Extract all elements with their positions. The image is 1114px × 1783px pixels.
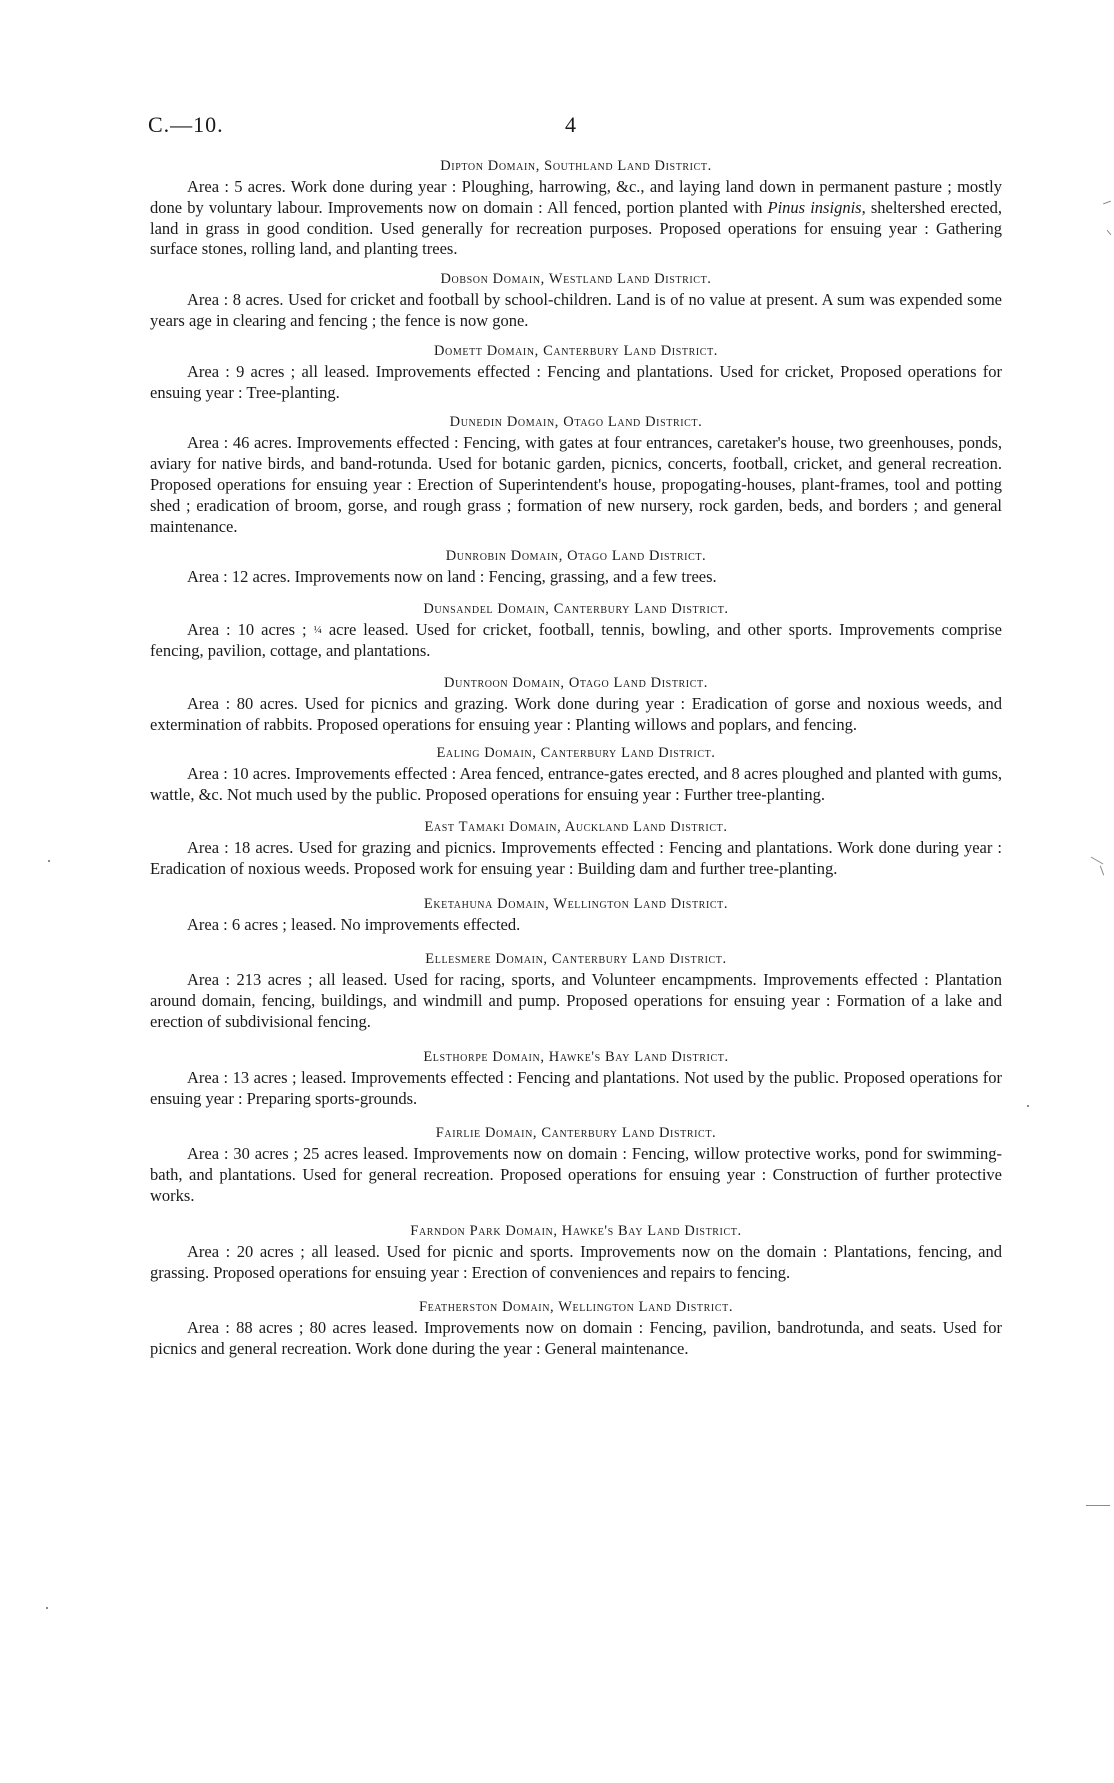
entry-text-part: , sheltershed erected, land in grass in good condition. Used generally for recreation purposes. Proposed operations for ensuing year : Gathering surface stones, rolling land, and planting trees. — [150, 197, 1002, 259]
entry-text: Area : 88 acres ; 80 acres leased. Improvements now on domain : Fencing, pavilion, bandrotunda, and seats. Used for picnics and general recreation. Work done during the year : General maintenance. — [150, 1318, 1002, 1359]
entry-title: East Tamaki Domain, Auckland Land District. — [424, 818, 728, 835]
entry-title: Fairlie Domain, Canterbury Land District. — [435, 1125, 717, 1142]
entry-text: Area : 6 acres ; leased. No improvements effected. — [187, 914, 521, 934]
entry-text: Area : 213 acres ; all leased. Used for racing, sports, and Volunteer encampments. Improvements effected : Plantation around domain, fencing, buildings, and windmill and pump. Proposed operations for ensuing year : Formation of a lake and erection of subdivisional fencing. — [150, 970, 1002, 1031]
entry-text — [150, 620, 1002, 662]
entry-title: Ellesmere Domain, Canterbury Land District. — [425, 951, 727, 968]
entry-title: Farndon Park Domain, Hawke's Bay Land District. — [410, 1222, 742, 1239]
entry-text-italic: Pinus insignis — [767, 197, 862, 217]
entry-text — [150, 177, 1002, 260]
scan-mark — [46, 1607, 48, 1609]
entry-title: Duntroon Domain, Otago Land District. — [444, 674, 708, 691]
entry-title: Dunedin Domain, Otago Land District. — [449, 414, 703, 431]
entry-text: Area : 10 acres. Improvements effected : Area fenced, entrance-gates erected, and 8 acres ploughed and planted with gums, wattle, &c. Not much used by the public. Proposed operations for ensuing year : Further tree-planting. — [150, 764, 1002, 805]
entry-title: Dunsandel Domain, Canterbury Land District. — [423, 601, 729, 618]
entry-featherston-domain — [150, 1297, 1002, 1360]
entry-dunrobin-domain — [150, 546, 1002, 588]
entry-text: Area : 18 acres. Used for grazing and picnics. Improvements effected : Fencing and plantations. Work done during year : Eradication of noxious weeds. Proposed work for ensuing year : Building dam and further tree-planting. — [150, 837, 1002, 878]
entry-text: Area : 9 acres ; all leased. Improvements effected : Fencing and plantations. Used for cricket, Proposed operations for ensuing year : Tree-planting. — [150, 361, 1002, 402]
entry-title: Ealing Domain, Canterbury Land District. — [436, 745, 716, 762]
entry-east-tamaki-domain — [150, 817, 1002, 880]
page-header — [148, 112, 1000, 142]
entry-title: Eketahuna Domain, Wellington Land District. — [423, 895, 729, 912]
entry-title: Domett Domain, Canterbury Land District. — [433, 342, 719, 359]
scan-mark — [1091, 857, 1104, 865]
scan-mark — [1027, 1105, 1029, 1107]
entry-farndon-park-domain — [150, 1221, 1002, 1284]
entry-text: Area : 13 acres ; leased. Improvements effected : Fencing and plantations. Not used by the public. Proposed operations for ensuing year : Preparing sports-grounds. — [150, 1067, 1002, 1108]
entry-text: Area : 30 acres ; 25 acres leased. Improvements now on domain : Fencing, willow protective works, pond for swimming-bath, and plantations. Used for general recreation. Proposed operations for ensuing year : Construction of further protective works. — [150, 1144, 1002, 1205]
entry-dobson-domain — [150, 269, 1002, 332]
entry-dipton-domain — [150, 156, 1002, 260]
entry-dunedin-domain — [150, 412, 1002, 537]
entry-ellesmere-domain — [150, 949, 1002, 1032]
entry-ealing-domain — [150, 743, 1002, 806]
entry-title: Dobson Domain, Westland Land District. — [440, 271, 712, 288]
page-number: 4 — [565, 112, 576, 137]
entry-eketahuna-domain — [150, 894, 1002, 936]
entry-text: Area : 12 acres. Improvements now on land : Fencing, grassing, and a few trees. — [187, 567, 717, 587]
entry-elsthorpe-domain — [150, 1047, 1002, 1110]
entry-dunsandel-domain — [150, 599, 1002, 662]
entry-title: Dunrobin Domain, Otago Land District. — [445, 548, 707, 565]
entry-text: Area : 46 acres. Improvements effected : Fencing, with gates at four entrances, caretaker's house, two greenhouses, ponds, aviary for native birds, and band-rotunda. Used for botanic garden, picnics, concerts, football, cricket, and general recreation. Proposed operations for ensuing year : Erection of Superintendent's house, propogating-houses, plant-frames, tool and potting shed ; eradication of broom, gorse, and rough grass ; formation of new nursery, rock garden, beds, and borders ; and general maintenance. — [150, 433, 1002, 536]
entry-title: Elsthorpe Domain, Hawke's Bay Land District. — [423, 1048, 729, 1065]
scan-mark — [1100, 866, 1104, 876]
fraction: ¼ — [313, 624, 322, 637]
entry-text-part: Area : 5 acres. Work done during year : Ploughing, harrowing, &c., and laying land down in permanent pasture ; mostly done by voluntary labour. Improvements now on domain : All fenced, portion planted with — [150, 177, 1002, 217]
scan-mark — [1107, 230, 1112, 235]
entry-text-part: Area : 10 acres ; — [187, 620, 314, 640]
entry-text-part: acre leased. Used for cricket, football, tennis, bowling, and other sports. Improvements comprise fencing, pavilion, cottage, and plantations. — [150, 620, 1002, 660]
entry-domett-domain — [150, 341, 1002, 404]
entry-text: Area : 20 acres ; all leased. Used for picnic and sports. Improvements now on the domain : Plantations, fencing, and grassing. Proposed operations for ensuing year : Erection of conveniences and repairs to fencing. — [150, 1241, 1002, 1282]
entry-text: Area : 8 acres. Used for cricket and football by school-children. Land is of no value at present. A sum was expended some years age in clearing and fencing ; the fence is now gone. — [150, 290, 1002, 330]
scan-mark — [1086, 1505, 1110, 1506]
domain-entries — [150, 156, 1002, 1360]
entry-duntroon-domain — [150, 673, 1002, 736]
scan-mark — [48, 860, 50, 862]
entry-text: Area : 80 acres. Used for picnics and grazing. Work done during year : Eradication of gorse and noxious weeds, and extermination of rabbits. Proposed operations for ensuing year : Planting willows and poplars, and fencing. — [150, 693, 1002, 734]
entry-title: Featherston Domain, Wellington Land District. — [418, 1299, 734, 1316]
entry-fairlie-domain — [150, 1123, 1002, 1206]
scan-mark — [1103, 201, 1111, 205]
document-reference: C.—10. — [148, 112, 224, 137]
entry-title: Dipton Domain, Southland Land District. — [440, 158, 712, 174]
